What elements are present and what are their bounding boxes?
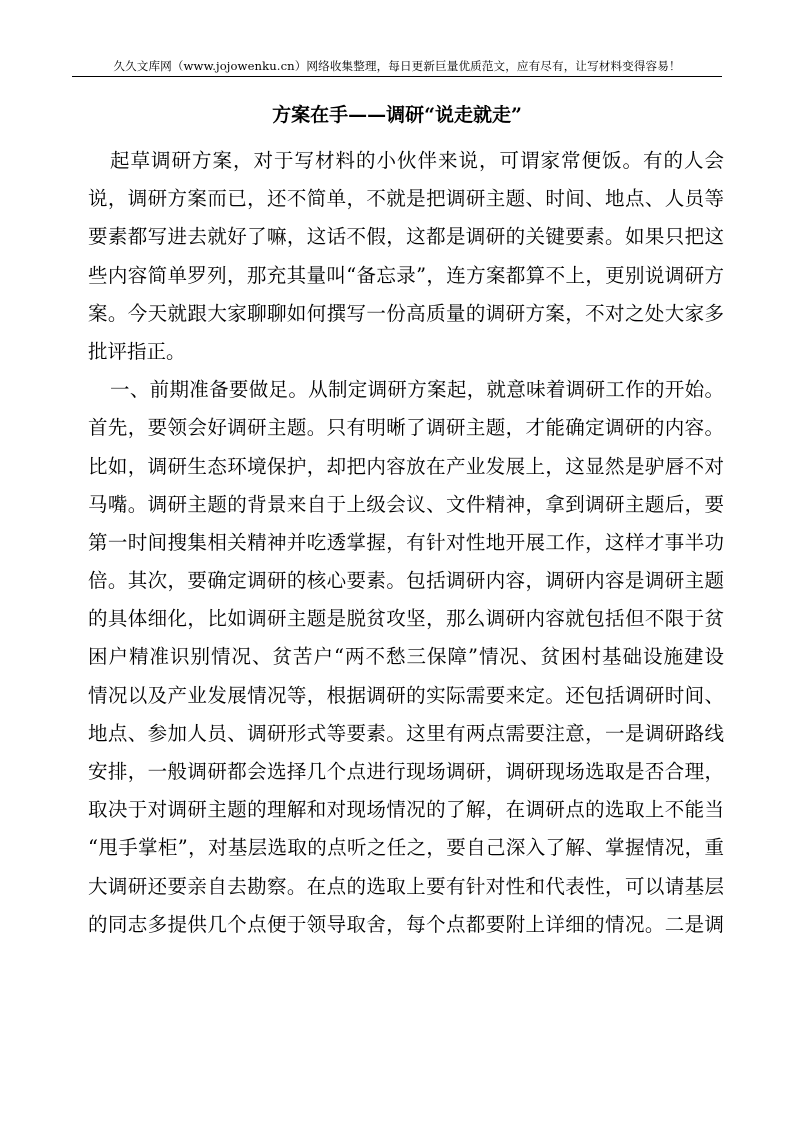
text-line: 困户精准识别情况、贫苦户“两不愁三保障”情况、贫困村基础设施建设 bbox=[88, 645, 724, 669]
text-line: 的同志多提供几个点便于领导取舍，每个点都要附上详细的情况。二是调 bbox=[88, 912, 724, 936]
document-body bbox=[88, 142, 724, 944]
text-line: 取决于对调研主题的理解和对现场情况的了解，在调研点的选取上不能当 bbox=[88, 798, 724, 822]
text-line: 的具体细化，比如调研主题是脱贫攻坚，那么调研内容就包括但不限于贫 bbox=[88, 607, 724, 631]
document-title: 方案在手——调研“说走就走” bbox=[272, 104, 522, 126]
text-line: 马嘴。调研主题的背景来自于上级会议、文件精神，拿到调研主题后，要 bbox=[88, 492, 724, 516]
text-line: 案。今天就跟大家聊聊如何撰写一份高质量的调研方案，不对之处大家多 bbox=[88, 301, 724, 325]
text-line: 批评指正。 bbox=[88, 339, 186, 363]
text-line: 说，调研方案而已，还不简单，不就是把调研主题、时间、地点、人员等 bbox=[88, 187, 724, 211]
text-line: 些内容简单罗列，那充其量叫“备忘录”，连方案都算不上，更别说调研方 bbox=[88, 263, 724, 287]
text-line: 一、前期准备要做足。从制定调研方案起，就意味着调研工作的开始。 bbox=[110, 378, 724, 402]
text-line: 比如，调研生态环境保护，却把内容放在产业发展上，这显然是驴唇不对 bbox=[88, 454, 724, 478]
text-line: 地点、参加人员、调研形式等要素。这里有两点需要注意，一是调研路线 bbox=[88, 721, 724, 745]
text-line: 要素都写进去就好了嘛，这话不假，这都是调研的关键要素。如果只把这 bbox=[88, 225, 724, 249]
page-header: 久久文库网（www.jojowenku.cn）网络收集整理，每日更新巨量优质范文，应有尽有，让写材料变得容易！ bbox=[113, 59, 681, 73]
text-line: 情况以及产业发展情况等，根据调研的实际需要来定。还包括调研时间、 bbox=[88, 683, 724, 707]
header-divider bbox=[72, 76, 722, 77]
text-line: 起草调研方案，对于写材料的小伙伴来说，可谓家常便饭。有的人会 bbox=[110, 149, 724, 172]
text-line: 首先，要领会好调研主题。只有明晰了调研主题，才能确定调研的内容。 bbox=[88, 416, 724, 440]
text-line: 安排，一般调研都会选择几个点进行现场调研，调研现场选取是否合理， bbox=[88, 760, 724, 783]
text-line: “甩手掌柜”，对基层选取的点听之任之，要自己深入了解、掌握情况，重 bbox=[88, 836, 724, 860]
text-line: 大调研还要亲自去勘察。在点的选取上要有针对性和代表性，可以请基层 bbox=[88, 874, 724, 898]
text-line: 倍。其次，要确定调研的核心要素。包括调研内容，调研内容是调研主题 bbox=[88, 569, 724, 593]
text-line: 第一时间搜集相关精神并吃透掌握，有针对性地开展工作，这样才事半功 bbox=[88, 530, 724, 554]
